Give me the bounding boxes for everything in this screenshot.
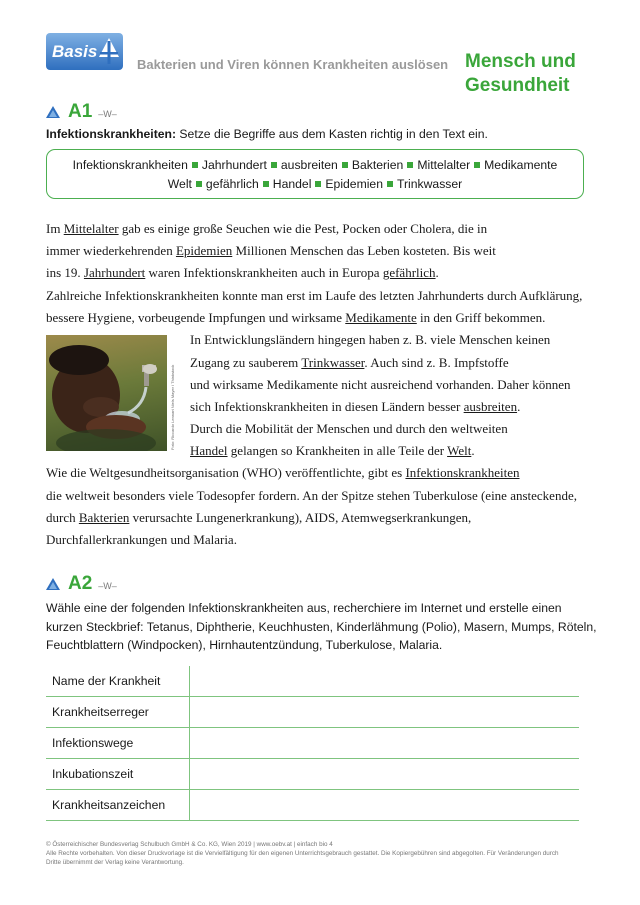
profile-table [46,666,579,821]
word-item: Welt [167,177,192,191]
task-a1-heading [46,101,117,123]
logo-label: Basis [52,42,98,61]
table-row [46,759,579,790]
word-item: Epidemien [325,177,383,191]
text-line: Wie die Weltgesundheitsorganisation (WHO) veröffentlichte, gibt es Infektionskrankheiten [46,465,520,480]
basis-logo [46,33,123,70]
text-line: Durchfallerkrankungen und Malaria. [46,532,237,547]
text-line: Durch die Mobilität der Menschen und durch den weltweiten [190,421,508,436]
instruction-line: kurzen Steckbrief: Tetanus, Diphtherie, Keuchhusten, Kinderlähmung (Polio), Masern, Mumps, Röteln, [46,619,597,634]
photo-credit: Foto: Riccardo Lennart Niels Mayer / Thinkstock [170,364,175,450]
filled-gap: Welt [447,443,472,458]
instruction-line: Feuchtblattern (Windpocken), Hirnhautentzündung, Tuberkulose, Malaria. [46,638,443,652]
level-triangle-icon [46,578,60,590]
text-line: durch Bakterien verursachte Lungenerkrankung), AIDS, Atemwegserkrankungen, [46,510,472,525]
word-item: Bakterien [351,158,404,172]
filled-gap: Bakterien [78,510,130,525]
text-line: Handel gelangen so Krankheiten in alle Teile der Welt. [190,443,475,458]
filled-gap: Handel [190,443,228,458]
footer-line: © Österreichischer Bundesverlag Schulbuch GmbH & Co. KG, Wien 2019 | www.oebv.at | einfach bio 4 [46,841,333,848]
word-item: Jahrhundert [201,158,267,172]
task-level: –W– [98,109,117,119]
row-label: Infektionswege [52,736,134,750]
copyright-footer [46,840,586,867]
filled-gap: Epidemien [175,243,233,258]
table-row [46,697,579,728]
word-item: Handel [272,177,312,191]
filled-gap: ausbreiten [463,399,518,414]
word-item: Infektionskrankheiten [72,158,188,172]
task-level: –W– [98,581,117,591]
text-line: immer wiederkehrenden Epidemien Millionen Menschen das Leben kosteten. Bis weit [46,243,496,258]
text-line: bessere Hygiene, vorbeugende Impfungen und wirksame Medikamente in den Griff bekommen. [46,310,546,325]
level-triangle-icon [46,106,60,118]
word-box [46,149,584,199]
text-line: In Entwicklungsländern hingegen haben z. B. viele Menschen keinen [190,332,551,347]
task-a2-instruction [46,599,597,655]
task-a1-instruction [46,125,488,144]
filled-gap: Trinkwasser [301,355,365,370]
task-number: A1 [68,101,93,122]
filled-gap: gefährlich [382,265,436,280]
footer-line: Alle Rechte vorbehalten. Von dieser Druckvorlage ist die Vervielfältigung für den eigenen Unterrichtsgebrauch gestattet. Die Kopiergebühren sind abgegolten. Für Veränderungen durch [46,850,559,857]
word-item: Medikamente [484,158,558,172]
footer-line: Dritte übernimmt der Verlag keine Verantwortung. [46,859,184,866]
task-number: A2 [68,573,93,594]
text-line: ins 19. Jahrhundert waren Infektionskrankheiten auch in Europa gefährlich. [46,265,439,280]
triangle-logo-icon [98,37,120,65]
task-a2-heading [46,573,117,595]
row-label: Name der Krankheit [52,674,161,688]
instruction-topic: Infektionskrankheiten: [46,127,177,141]
word-item: gefährlich [205,177,259,191]
row-label: Inkubationszeit [52,767,134,781]
filled-gap: Medikamente [345,310,417,325]
text-line: die weltweit besonders viele Todesopfer fordern. An der Spitze stehen Tuberkulose (eine ansteckende, [46,488,577,503]
table-row [46,790,579,821]
word-item: Trinkwasser [397,177,463,191]
text-line: Im Mittelalter gab es einige große Seuchen wie die Pest, Pocken oder Cholera, die in [46,221,488,236]
subject-label: Mensch und Gesundheit [465,51,576,96]
text-line: und wirksame Medikamente nicht ausreichend vorhanden. Daher können [190,377,571,392]
row-label: Krankheitserreger [52,705,149,719]
table-row [46,666,579,697]
word-item: Mittelalter [417,158,471,172]
child-drinking-water-photo [46,335,167,451]
word-item: ausbreiten [280,158,338,172]
worksheet-title: Bakterien und Viren können Krankheiten auslösen [137,57,449,72]
text-line: Zahlreiche Infektionskrankheiten konnte man erst im Laufe des letzten Jahrhunderts durch Aufklärung, [46,288,583,303]
row-label: Krankheitsanzeichen [52,798,166,812]
filled-gap: Jahrhundert [83,265,146,280]
word-box-line-1 [47,156,583,175]
table-row [46,728,579,759]
text-line: Zugang zu sauberem Trinkwasser. Auch sind z. B. Impfstoffe [190,355,509,370]
filled-gap: Mittelalter [63,221,119,236]
instruction-text: Setze die Begriffe aus dem Kasten richtig in den Text ein. [176,127,488,141]
text-line: sich Infektionskrankheiten in diesen Ländern besser ausbreiten. [190,399,521,414]
word-box-line-2 [47,175,583,194]
filled-gap: Infektionskrankheiten [405,465,520,480]
instruction-line: Wähle eine der folgenden Infektionskrankheiten aus, recherchiere im Internet und erstelle einen [46,601,562,615]
photo-illustration [46,335,167,451]
